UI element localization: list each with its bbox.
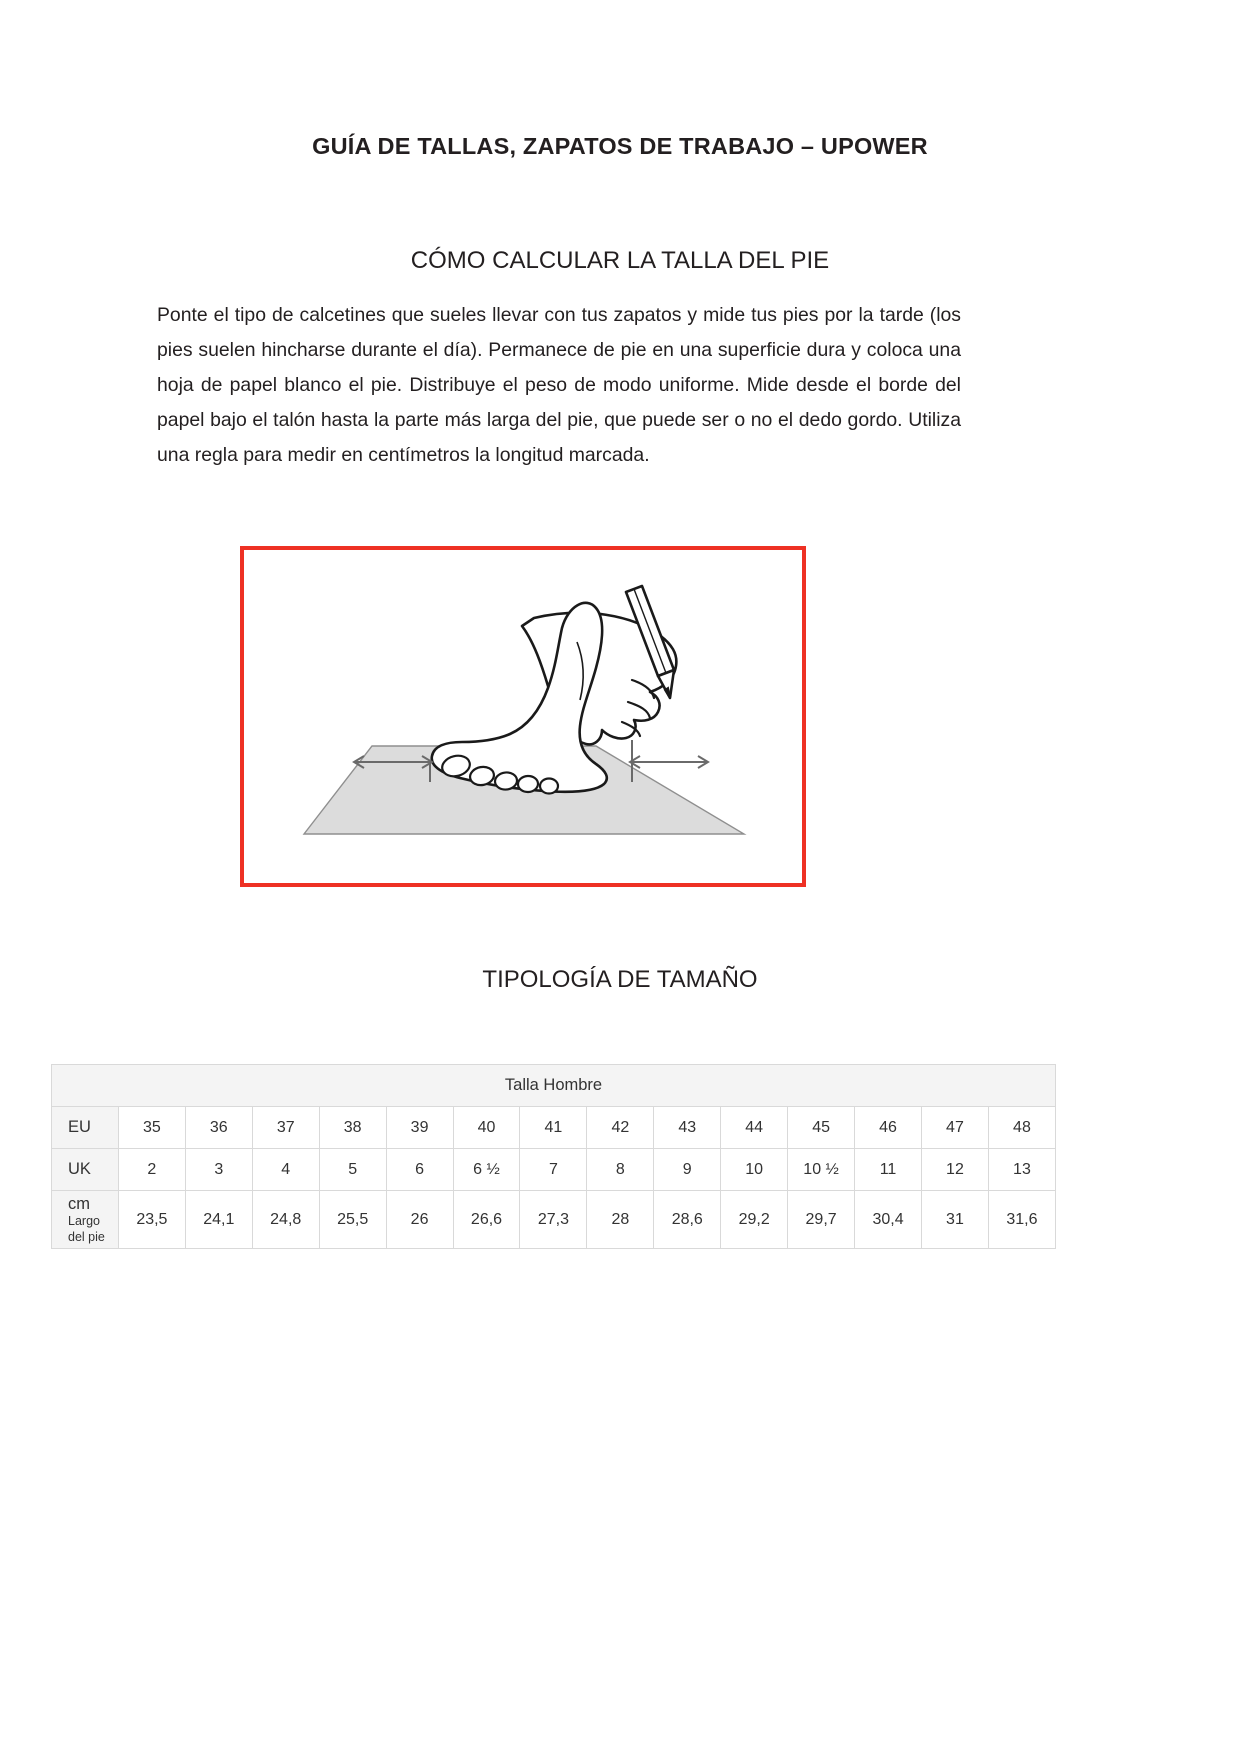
row-label-cm-sub: Largo del pie: [68, 1214, 105, 1244]
cell-cm-12: 31: [921, 1191, 988, 1249]
table-title-row: [52, 1065, 1056, 1107]
cell-cm-3: 25,5: [319, 1191, 386, 1249]
cell-uk-12: 12: [921, 1149, 988, 1191]
cell-eu-11: 46: [855, 1107, 922, 1149]
cell-eu-12: 47: [921, 1107, 988, 1149]
table-row: [52, 1107, 1056, 1149]
cell-eu-0: 35: [118, 1107, 185, 1149]
cell-cm-13: 31,6: [988, 1191, 1055, 1249]
row-label-uk: UK: [52, 1149, 119, 1191]
cell-cm-6: 27,3: [520, 1191, 587, 1249]
cell-eu-9: 44: [721, 1107, 788, 1149]
cell-uk-10: 10 ½: [788, 1149, 855, 1191]
cell-eu-13: 48: [988, 1107, 1055, 1149]
table-row: [52, 1149, 1056, 1191]
table-title: Talla Hombre: [52, 1065, 1056, 1107]
cell-cm-4: 26: [386, 1191, 453, 1249]
cell-uk-5: 6 ½: [453, 1149, 520, 1191]
cell-cm-0: 23,5: [118, 1191, 185, 1249]
cell-uk-8: 9: [654, 1149, 721, 1191]
cell-cm-9: 29,2: [721, 1191, 788, 1249]
cell-cm-8: 28,6: [654, 1191, 721, 1249]
cell-uk-0: 2: [118, 1149, 185, 1191]
size-table-container: [51, 1064, 1056, 1249]
cell-eu-1: 36: [185, 1107, 252, 1149]
size-table: [51, 1064, 1056, 1249]
row-label-eu: EU: [52, 1107, 119, 1149]
cell-eu-10: 45: [788, 1107, 855, 1149]
foot-outline: [432, 603, 607, 794]
cell-uk-13: 13: [988, 1149, 1055, 1191]
cell-uk-11: 11: [855, 1149, 922, 1191]
cell-uk-4: 6: [386, 1149, 453, 1191]
cell-eu-2: 37: [252, 1107, 319, 1149]
cell-uk-3: 5: [319, 1149, 386, 1191]
section-heading-how-to-measure: CÓMO CALCULAR LA TALLA DEL PIE: [410, 247, 830, 274]
cell-uk-6: 7: [520, 1149, 587, 1191]
row-label-cm: [52, 1191, 119, 1249]
cell-cm-5: 26,6: [453, 1191, 520, 1249]
cell-uk-9: 10: [721, 1149, 788, 1191]
section-heading-size-typology: TIPOLOGÍA DE TAMAÑO: [482, 966, 758, 993]
foot-measurement-illustration: [244, 550, 802, 883]
cell-eu-7: 42: [587, 1107, 654, 1149]
hand-fingers-detail: [622, 680, 654, 736]
cell-cm-10: 29,7: [788, 1191, 855, 1249]
cell-eu-4: 39: [386, 1107, 453, 1149]
cell-cm-11: 30,4: [855, 1191, 922, 1249]
cell-eu-5: 40: [453, 1107, 520, 1149]
cell-uk-1: 3: [185, 1149, 252, 1191]
cell-cm-1: 24,1: [185, 1191, 252, 1249]
row-label-cm-main: cm: [68, 1194, 90, 1213]
cell-uk-7: 8: [587, 1149, 654, 1191]
cell-uk-2: 4: [252, 1149, 319, 1191]
cell-eu-3: 38: [319, 1107, 386, 1149]
cell-cm-2: 24,8: [252, 1191, 319, 1249]
intro-paragraph: Ponte el tipo de calcetines que sueles llevar con tus zapatos y mide tus pies por la tarde (los pies suelen hincharse durante el día). Permanece de pie en una superficie dura y coloca una hoja de papel blanco el pie. Distribuye el peso de modo uniforme. Mide desde el borde del papel bajo el talón hasta la parte más larga del pie, que puede ser o no el dedo gordo. Utiliza una regla para medir en centímetros la longitud marcada.: [157, 304, 961, 466]
cell-cm-7: 28: [587, 1191, 654, 1249]
page-title: GUÍA DE TALLAS, ZAPATOS DE TRABAJO – UPOWER: [312, 133, 928, 159]
cell-eu-8: 43: [654, 1107, 721, 1149]
foot-measurement-figure: [240, 546, 806, 887]
table-row: [52, 1191, 1056, 1249]
cell-eu-6: 41: [520, 1107, 587, 1149]
